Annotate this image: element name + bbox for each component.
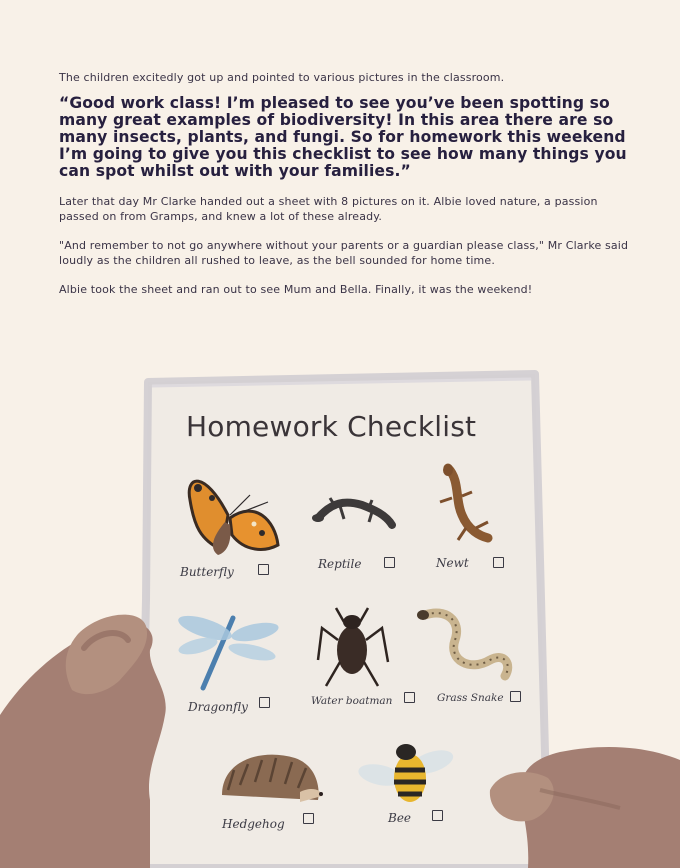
label-reptile: Reptile xyxy=(318,557,362,571)
checkbox-reptile[interactable] xyxy=(384,557,395,568)
label-hedgehog: Hedgehog xyxy=(222,817,285,831)
story-text xyxy=(59,70,631,297)
label-dragonfly: Dragonfly xyxy=(188,700,248,714)
label-water-boatman: Water boatman xyxy=(311,695,393,707)
label-newt: Newt xyxy=(436,556,469,570)
paragraph-reminder: "And remember to not go anywhere without your parents or a guardian please class," Mr Clarke said loudly as the children all rushed to leave, as the bell sounded for home time. xyxy=(59,239,629,267)
checkbox-hedgehog[interactable] xyxy=(303,813,314,824)
checklist-title: Homework Checklist xyxy=(186,410,477,443)
paragraph-sheet: Later that day Mr Clarke handed out a sheet with 8 pictures on it. Albie loved nature, a passion passed on from Gramps, and knew a lot of these already. xyxy=(59,195,598,223)
checkbox-grass-snake[interactable] xyxy=(510,691,521,702)
teacher-quote: “Good work class! I’m pleased to see you’ve been spotting so many great examples of biodiversity! In this area there are so many insects, plants, and fungi. So for homework this weekend I’m going to give you this checklist to see how many things you can spot whilst out with your families.” xyxy=(59,94,627,180)
paragraph-weekend: Albie took the sheet and ran out to see Mum and Bella. Finally, it was the weekend! xyxy=(59,283,533,296)
checkbox-bee[interactable] xyxy=(432,810,443,821)
checkbox-butterfly[interactable] xyxy=(258,564,269,575)
checkbox-newt[interactable] xyxy=(493,557,504,568)
intro-paragraph: The children excitedly got up and pointed to various pictures in the classroom. xyxy=(59,71,505,84)
label-bee: Bee xyxy=(388,811,412,825)
checkbox-water-boatman[interactable] xyxy=(404,692,415,703)
left-hand xyxy=(0,615,166,868)
label-butterfly: Butterfly xyxy=(180,565,234,579)
checkbox-dragonfly[interactable] xyxy=(259,697,270,708)
label-grass-snake: Grass Snake xyxy=(437,692,504,704)
